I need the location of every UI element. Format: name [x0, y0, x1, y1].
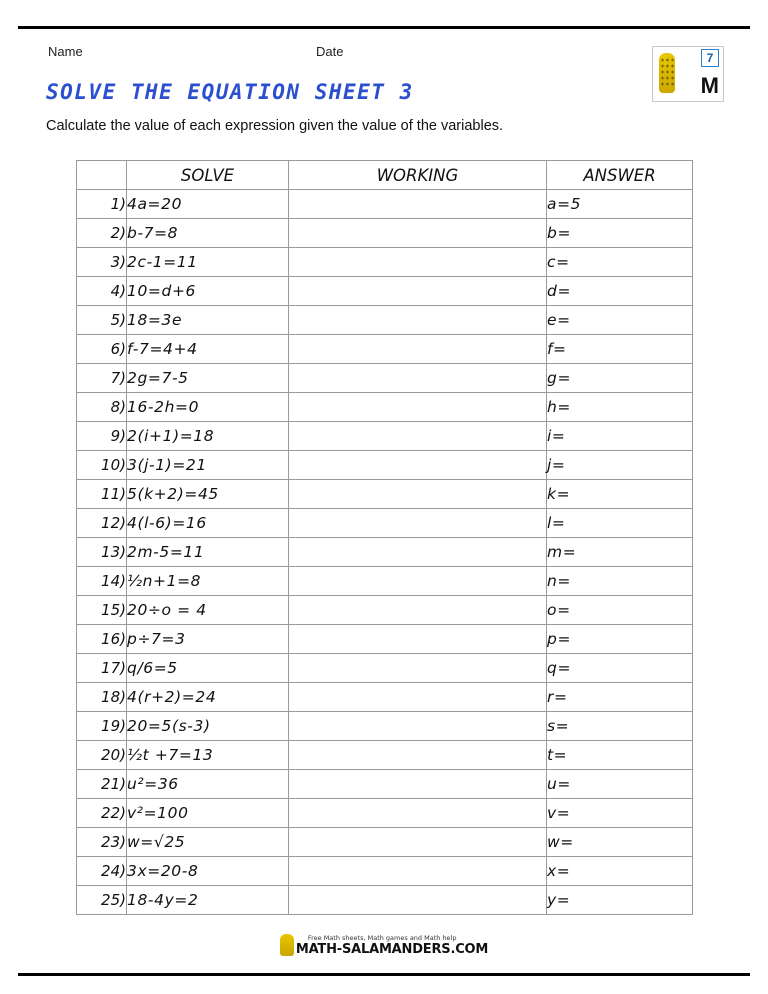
equation-cell: 2m-5=11 — [127, 538, 289, 567]
answer-cell[interactable]: r= — [547, 683, 693, 712]
answer-cell[interactable]: v= — [547, 799, 693, 828]
row-number: 7) — [77, 364, 127, 393]
equation-cell: ½n+1=8 — [127, 567, 289, 596]
row-number: 17) — [77, 654, 127, 683]
worksheet-header — [48, 44, 648, 66]
table-row — [77, 886, 693, 915]
table-row — [77, 509, 693, 538]
answer-cell[interactable]: p= — [547, 625, 693, 654]
table-row — [77, 683, 693, 712]
row-number: 14) — [77, 567, 127, 596]
name-label: Name — [48, 44, 83, 59]
equation-cell: v²=100 — [127, 799, 289, 828]
row-number: 25) — [77, 886, 127, 915]
answer-cell[interactable]: n= — [547, 567, 693, 596]
table-header-row — [77, 161, 693, 190]
row-number: 9) — [77, 422, 127, 451]
equation-cell: 5(k+2)=45 — [127, 480, 289, 509]
table-row — [77, 596, 693, 625]
answer-cell[interactable]: e= — [547, 306, 693, 335]
answer-cell[interactable]: j= — [547, 451, 693, 480]
answer-cell[interactable]: t= — [547, 741, 693, 770]
equation-cell: 20=5(s-3) — [127, 712, 289, 741]
equation-cell: 20÷o = 4 — [127, 596, 289, 625]
equation-cell: 2(i+1)=18 — [127, 422, 289, 451]
table-row — [77, 335, 693, 364]
page-title: SOLVE THE EQUATION SHEET 3 — [46, 80, 414, 104]
equation-cell: f-7=4+4 — [127, 335, 289, 364]
table-row — [77, 190, 693, 219]
answer-cell[interactable]: h= — [547, 393, 693, 422]
row-number: 15) — [77, 596, 127, 625]
date-label: Date — [316, 44, 344, 59]
table-row — [77, 277, 693, 306]
answer-cell[interactable]: d= — [547, 277, 693, 306]
working-cell[interactable] — [289, 770, 547, 799]
column-header-working: WORKING — [289, 161, 547, 190]
row-number: 2) — [77, 219, 127, 248]
answer-cell[interactable]: f= — [547, 335, 693, 364]
equation-cell: 10=d+6 — [127, 277, 289, 306]
answer-cell[interactable]: g= — [547, 364, 693, 393]
equation-cell: 18=3e — [127, 306, 289, 335]
answer-cell[interactable]: o= — [547, 596, 693, 625]
table-row — [77, 799, 693, 828]
table-row — [77, 451, 693, 480]
math-salamanders-logo: M — [700, 73, 717, 98]
working-cell[interactable] — [289, 683, 547, 712]
row-number: 12) — [77, 509, 127, 538]
table-row — [77, 480, 693, 509]
working-cell[interactable] — [289, 567, 547, 596]
table-row — [77, 712, 693, 741]
row-number: 21) — [77, 770, 127, 799]
equations-table — [76, 160, 693, 915]
equation-cell: 4a=20 — [127, 190, 289, 219]
footer-url[interactable]: MATH-SALAMANDERS.COM — [295, 942, 489, 957]
working-cell[interactable] — [289, 190, 547, 219]
equation-cell: 2c-1=11 — [127, 248, 289, 277]
row-number: 5) — [77, 306, 127, 335]
answer-cell[interactable]: y= — [547, 886, 693, 915]
row-number: 18) — [77, 683, 127, 712]
answer-cell[interactable]: b= — [547, 219, 693, 248]
working-cell[interactable] — [289, 451, 547, 480]
equation-cell: q/6=5 — [127, 654, 289, 683]
table-row — [77, 770, 693, 799]
top-divider — [18, 26, 750, 29]
column-header-solve: SOLVE — [127, 161, 289, 190]
answer-cell[interactable]: a=5 — [547, 190, 693, 219]
row-number: 22) — [77, 799, 127, 828]
table-row — [77, 393, 693, 422]
row-number: 23) — [77, 828, 127, 857]
row-number: 8) — [77, 393, 127, 422]
working-cell[interactable] — [289, 857, 547, 886]
working-cell[interactable] — [289, 306, 547, 335]
table-row — [77, 248, 693, 277]
row-number: 6) — [77, 335, 127, 364]
page-subtitle: Calculate the value of each expression given the value of the variables. — [46, 118, 504, 134]
row-number: 16) — [77, 625, 127, 654]
answer-cell[interactable]: x= — [547, 857, 693, 886]
bottom-divider — [18, 973, 750, 976]
grade-level-badge: 7 — [701, 49, 719, 67]
equation-cell: b-7=8 — [127, 219, 289, 248]
row-number: 3) — [77, 248, 127, 277]
equation-cell: 2g=7-5 — [127, 364, 289, 393]
equation-cell: ½t +7=13 — [127, 741, 289, 770]
row-number: 13) — [77, 538, 127, 567]
row-number: 1) — [77, 190, 127, 219]
answer-cell[interactable]: q= — [547, 654, 693, 683]
working-cell[interactable] — [289, 422, 547, 451]
working-cell[interactable] — [289, 828, 547, 857]
row-number: 24) — [77, 857, 127, 886]
row-number: 19) — [77, 712, 127, 741]
equation-cell: 4(r+2)=24 — [127, 683, 289, 712]
table-row — [77, 306, 693, 335]
working-cell[interactable] — [289, 277, 547, 306]
table-row — [77, 857, 693, 886]
equation-cell: 16-2h=0 — [127, 393, 289, 422]
salamander-spots-icon — [660, 57, 674, 87]
answer-cell[interactable]: s= — [547, 712, 693, 741]
row-number: 10) — [77, 451, 127, 480]
working-cell[interactable] — [289, 596, 547, 625]
column-header-number — [77, 161, 127, 190]
table-row — [77, 422, 693, 451]
working-cell[interactable] — [289, 335, 547, 364]
row-number: 4) — [77, 277, 127, 306]
table-row — [77, 364, 693, 393]
working-cell[interactable] — [289, 393, 547, 422]
working-cell[interactable] — [289, 741, 547, 770]
column-header-answer: ANSWER — [547, 161, 693, 190]
answer-cell[interactable]: k= — [547, 480, 693, 509]
answer-cell[interactable]: l= — [547, 509, 693, 538]
answer-cell[interactable]: w= — [547, 828, 693, 857]
table-row — [77, 625, 693, 654]
table-row — [77, 219, 693, 248]
table-row — [77, 538, 693, 567]
table-row — [77, 741, 693, 770]
answer-cell[interactable]: i= — [547, 422, 693, 451]
row-number: 11) — [77, 480, 127, 509]
row-number: 20) — [77, 741, 127, 770]
working-cell[interactable] — [289, 712, 547, 741]
working-cell[interactable] — [289, 364, 547, 393]
working-cell[interactable] — [289, 886, 547, 915]
equation-cell: 18-4y=2 — [127, 886, 289, 915]
equation-cell: w=√25 — [127, 828, 289, 857]
working-cell[interactable] — [289, 509, 547, 538]
answer-cell[interactable]: m= — [547, 538, 693, 567]
working-cell[interactable] — [289, 480, 547, 509]
equation-cell: 3(j-1)=21 — [127, 451, 289, 480]
footer-tagline: Free Math sheets, Math games and Math help — [307, 933, 457, 942]
answer-cell[interactable]: c= — [547, 248, 693, 277]
working-cell[interactable] — [289, 799, 547, 828]
footer — [0, 935, 768, 958]
working-cell[interactable] — [289, 538, 547, 567]
equation-cell: u²=36 — [127, 770, 289, 799]
equation-cell: p÷7=3 — [127, 625, 289, 654]
working-cell[interactable] — [289, 248, 547, 277]
table-row — [77, 828, 693, 857]
equation-cell: 3x=20-8 — [127, 857, 289, 886]
table-row — [77, 567, 693, 596]
salamander-footer-icon — [280, 934, 294, 956]
equation-cell: 4(l-6)=16 — [127, 509, 289, 538]
answer-cell[interactable]: u= — [547, 770, 693, 799]
working-cell[interactable] — [289, 219, 547, 248]
working-cell[interactable] — [289, 654, 547, 683]
table-row — [77, 654, 693, 683]
working-cell[interactable] — [289, 625, 547, 654]
level-badge — [652, 46, 724, 102]
